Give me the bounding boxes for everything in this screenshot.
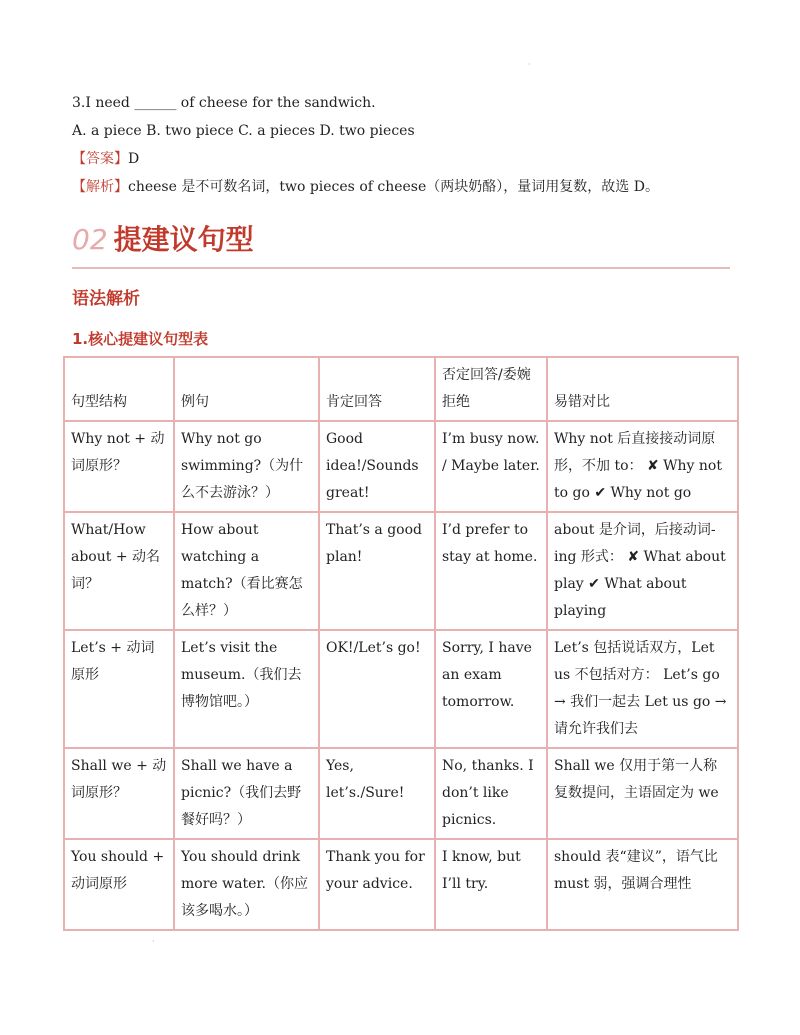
table-cell: Shall we 仅用于第一人称复数提问，主语固定为 we bbox=[547, 748, 738, 839]
table-cell: I know, but I’ll try. bbox=[435, 839, 547, 930]
section-number: 02 bbox=[72, 223, 108, 256]
table-cell: Why not + 动词原形？ bbox=[64, 421, 174, 512]
table-body bbox=[64, 357, 738, 930]
table-cell: Thank you for your advice. bbox=[319, 839, 435, 930]
table-cell: I’m busy now. / Maybe later. bbox=[435, 421, 547, 512]
header-cell: 否定回答/委婉拒绝 bbox=[435, 357, 547, 421]
table-cell: Yes, let’s./Sure! bbox=[319, 748, 435, 839]
table-cell: How about watching a match?（看比赛怎么样？） bbox=[174, 512, 319, 630]
question-stem: 3.I need ______ of cheese for the sandwich. bbox=[72, 95, 376, 111]
header-cell: 易错对比 bbox=[547, 357, 738, 421]
table-row bbox=[64, 630, 738, 748]
table-cell: You should drink more water.（你应该多喝水。） bbox=[174, 839, 319, 930]
decorative-dot-bottom: · bbox=[152, 937, 155, 946]
answer-value: D bbox=[128, 151, 140, 167]
table-cell: I’d prefer to stay at home. bbox=[435, 512, 547, 630]
table-row bbox=[64, 421, 738, 512]
table-header-row bbox=[64, 357, 738, 421]
table-cell: Good idea!/Sounds great! bbox=[319, 421, 435, 512]
subsection-title: 语法解析 bbox=[72, 289, 140, 309]
table-row bbox=[64, 839, 738, 930]
table-cell: Let’s 包括说话双方，Let us 不包括对方： Let’s go → 我们一起去 Let us go → 请允许我们去 bbox=[547, 630, 738, 748]
answer-tag: 【答案】 bbox=[72, 151, 128, 167]
section-divider bbox=[72, 267, 730, 269]
section-title: 提建议句型 bbox=[113, 223, 254, 256]
table-cell: That’s a good plan! bbox=[319, 512, 435, 630]
suggestion-pattern-table bbox=[63, 356, 739, 931]
table-cell: You should + 动词原形 bbox=[64, 839, 174, 930]
table-cell: Why not go swimming?（为什么不去游泳？） bbox=[174, 421, 319, 512]
section-heading bbox=[72, 218, 254, 258]
analysis-line bbox=[72, 177, 659, 197]
table-cell: No, thanks. I don’t like picnics. bbox=[435, 748, 547, 839]
header-cell: 肯定回答 bbox=[319, 357, 435, 421]
decorative-dot-top: · bbox=[528, 60, 531, 69]
table-row bbox=[64, 748, 738, 839]
analysis-text: cheese 是不可数名词，two pieces of cheese（两块奶酪），量词用复数，故选 D。 bbox=[128, 179, 659, 195]
header-cell: 例句 bbox=[174, 357, 319, 421]
question-options: A. a piece B. two piece C. a pieces D. two pieces bbox=[72, 123, 415, 139]
table-cell: OK!/Let’s go! bbox=[319, 630, 435, 748]
table-cell: Let’s visit the museum.（我们去博物馆吧。） bbox=[174, 630, 319, 748]
analysis-tag: 【解析】 bbox=[72, 179, 128, 195]
table-cell: Let’s + 动词原形 bbox=[64, 630, 174, 748]
table-cell: Sorry, I have an exam tomorrow. bbox=[435, 630, 547, 748]
table-cell: Why not 后直接接动词原形，不加 to： ✘ Why not to go ✔ Why not go bbox=[547, 421, 738, 512]
table-cell: Shall we have a picnic?（我们去野餐好吗？） bbox=[174, 748, 319, 839]
answer-line bbox=[72, 149, 139, 169]
table-row bbox=[64, 512, 738, 630]
table-cell: What/How about + 动名词？ bbox=[64, 512, 174, 630]
table-cell: Shall we + 动词原形？ bbox=[64, 748, 174, 839]
table-cell: about 是介词，后接动词-ing 形式： ✘ What about play ✔ What about playing bbox=[547, 512, 738, 630]
table-cell: should 表“建议”，语气比 must 弱，强调合理性 bbox=[547, 839, 738, 930]
table-title: 1.核心提建议句型表 bbox=[72, 330, 209, 348]
header-cell: 句型结构 bbox=[64, 357, 174, 421]
